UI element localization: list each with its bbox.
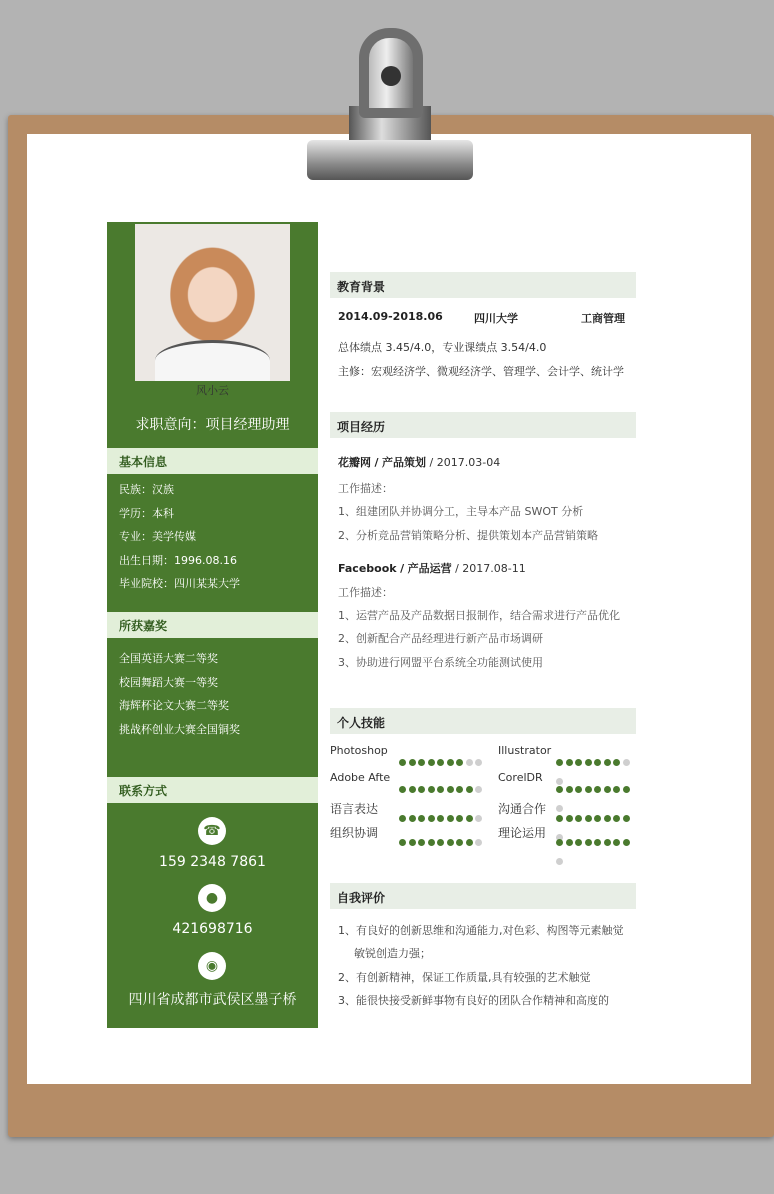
profile-name: 风小云 (196, 384, 229, 397)
skill-name: 组织协调 (330, 826, 379, 840)
project-separator: / (374, 456, 379, 469)
skill-dot-filled (604, 786, 611, 793)
skill-name: Illustrator (498, 744, 552, 757)
qq-penguin-icon: ● (198, 884, 226, 912)
project-desc-label: 工作描述： (338, 482, 393, 495)
self-eval-line: 2、有创新精神，保证工作质量,具有较强的艺术触觉 (338, 971, 591, 984)
awards-list (119, 647, 240, 741)
skill-dot-filled (409, 786, 416, 793)
education-school: 四川大学 (474, 312, 518, 325)
self-eval-line: 1、有良好的创新思维和沟通能力,对色彩、构图等元素触觉 (338, 924, 624, 937)
skill-dot-filled (428, 839, 435, 846)
skill-level-dots (556, 778, 636, 788)
project-1-header (338, 454, 500, 470)
basic-info-item: 专业：美学传媒 (119, 530, 196, 543)
skill-dot-filled (613, 786, 620, 793)
skill-dot-empty (475, 839, 482, 846)
skill-dot-filled (399, 815, 406, 822)
skill-dot-filled (447, 759, 454, 766)
project-company: 花瓣网 (338, 456, 371, 469)
contact-address: 四川省成都市武侯区墨子桥 (128, 992, 297, 1008)
contact-heading: 联系方式 (107, 777, 318, 803)
project-point: 1、运营产品及产品数据日报制作，结合需求进行产品优化 (338, 609, 620, 622)
education-gpa: 总体绩点 3.45/4.0，专业课绩点 3.54/4.0 (338, 341, 547, 354)
project-point: 2、创新配合产品经理进行新产品市场调研 (338, 632, 543, 645)
skill-dot-filled (418, 839, 425, 846)
skill-dot-filled (399, 759, 406, 766)
skill-dot-filled (466, 786, 473, 793)
skill-dot-filled (604, 759, 611, 766)
award-item: 全国英语大赛二等奖 (119, 652, 218, 665)
education-courses: 主修：宏观经济学、微观经济学、管理学、会计学、统计学 (338, 365, 624, 378)
skill-dot-filled (575, 839, 582, 846)
skill-dot-filled (418, 759, 425, 766)
self-eval-line: 敏锐创造力强； (354, 947, 431, 960)
contact-qq: 421698716 (172, 921, 253, 937)
skill-dot-filled (585, 839, 592, 846)
skill-dot-filled (409, 815, 416, 822)
skill-dot-empty (466, 759, 473, 766)
skill-dot-filled (466, 839, 473, 846)
skill-dot-filled (456, 786, 463, 793)
skill-dot-filled (613, 815, 620, 822)
skill-dot-filled (594, 759, 601, 766)
skill-level-dots (556, 831, 636, 841)
skill-dot-filled (613, 759, 620, 766)
skill-dot-empty (475, 786, 482, 793)
award-item: 校园舞蹈大赛一等奖 (119, 675, 218, 689)
skill-dot-filled (566, 839, 573, 846)
skill-dot-filled (447, 839, 454, 846)
skill-dot-filled (447, 815, 454, 822)
project-role: 产品策划 (382, 456, 427, 469)
basic-info-item: 出生日期：1996.08.16 (119, 553, 237, 567)
skill-dot-filled (556, 759, 563, 766)
project-desc-label: 工作描述： (338, 586, 393, 599)
location-pin-icon: ◉ (198, 952, 226, 980)
education-period: 2014.09-2018.06 (338, 310, 443, 323)
skill-dot-filled (575, 759, 582, 766)
skill-dot-filled (447, 786, 454, 793)
project-point: 2、分析竞品营销策略分析、提供策划本产品营销策略 (338, 529, 598, 542)
skill-dot-filled (566, 786, 573, 793)
skill-dot-filled (585, 815, 592, 822)
basic-info-item: 学历：本科 (119, 506, 174, 520)
skill-level-dots (399, 831, 485, 841)
basic-info-item: 毕业院校：四川某某大学 (119, 577, 240, 590)
self-eval-line: 3、能很快接受新鲜事物有良好的团队合作精神和高度的 (338, 994, 609, 1007)
skills-heading: 个人技能 (330, 708, 636, 734)
skill-dot-empty (475, 759, 482, 766)
skill-dot-filled (437, 786, 444, 793)
skill-dot-filled (575, 815, 582, 822)
skill-level-dots (399, 751, 485, 761)
skill-dot-filled (437, 759, 444, 766)
skill-level-dots (556, 807, 636, 817)
project-date: / 2017.03-04 (429, 456, 501, 469)
skill-name: 理论运用 (498, 826, 547, 840)
skill-dot-filled (428, 815, 435, 822)
awards-heading: 所获嘉奖 (107, 612, 318, 638)
education-heading: 教育背景 (330, 272, 636, 298)
projects-heading: 项目经历 (330, 412, 636, 438)
skill-name: 语言表达 (330, 802, 379, 816)
project-company: Facebook (338, 562, 397, 575)
skill-dot-filled (613, 839, 620, 846)
basic-info-item: 民族：汉族 (119, 483, 174, 496)
skill-dot-filled (409, 759, 416, 766)
skill-dot-filled (399, 839, 406, 846)
skill-dot-filled (556, 815, 563, 822)
job-objective: 求职意向：项目经理助理 (135, 417, 290, 433)
skill-dot-filled (456, 815, 463, 822)
skill-dot-filled (418, 815, 425, 822)
project-role: 产品运营 (407, 562, 452, 575)
skill-dot-filled (556, 786, 563, 793)
skill-dot-filled (456, 839, 463, 846)
self-eval-heading: 自我评价 (330, 883, 636, 909)
skill-dot-filled (604, 815, 611, 822)
project-date: / 2017.08-11 (455, 562, 526, 575)
skill-name: Photoshop (330, 744, 388, 757)
phone-icon: ☎ (198, 817, 226, 845)
skill-dot-filled (437, 839, 444, 846)
project-point: 1、组建团队并协调分工，主导本产品 SWOT 分析 (338, 505, 584, 518)
skill-dot-filled (623, 815, 630, 822)
sidebar (107, 222, 318, 1028)
skill-name: Adobe Afte (330, 771, 391, 784)
skill-dot-filled (566, 815, 573, 822)
skill-dot-filled (437, 815, 444, 822)
skill-dot-filled (594, 786, 601, 793)
skill-dot-empty (623, 759, 630, 766)
basic-info-heading: 基本信息 (107, 448, 318, 474)
skill-dot-filled (456, 759, 463, 766)
skill-dot-filled (623, 839, 630, 846)
skill-dot-empty (475, 815, 482, 822)
skill-dot-filled (585, 759, 592, 766)
award-item: 海辉杯论文大赛二等奖 (119, 699, 229, 712)
project-2-header (338, 560, 526, 576)
skill-level-dots (556, 751, 636, 761)
skill-dot-filled (556, 839, 563, 846)
skill-dot-filled (409, 839, 416, 846)
skill-name: 沟通合作 (498, 802, 547, 816)
skill-dot-filled (604, 839, 611, 846)
skill-dot-filled (575, 786, 582, 793)
skill-dot-filled (466, 815, 473, 822)
education-major: 工商管理 (581, 312, 625, 325)
skill-name: CorelDR (498, 771, 543, 784)
skill-dot-filled (566, 759, 573, 766)
project-point: 3、协助进行网盟平台系统全功能测试使用 (338, 656, 543, 669)
award-item: 挑战杯创业大赛全国铜奖 (119, 722, 240, 736)
basic-info-list (119, 478, 240, 596)
skill-dot-filled (594, 815, 601, 822)
skill-dot-filled (585, 786, 592, 793)
binder-clip-icon (307, 28, 473, 178)
skill-dot-filled (623, 786, 630, 793)
skill-level-dots (399, 807, 485, 817)
skill-dot-filled (399, 786, 406, 793)
project-separator: / (400, 562, 405, 575)
skill-dot-filled (594, 839, 601, 846)
skill-dot-filled (428, 786, 435, 793)
skill-dot-filled (428, 759, 435, 766)
skill-dot-empty (556, 858, 563, 865)
contact-phone: 159 2348 7861 (159, 854, 266, 870)
skill-dot-filled (418, 786, 425, 793)
skill-level-dots (399, 778, 485, 788)
profile-photo (135, 224, 290, 381)
